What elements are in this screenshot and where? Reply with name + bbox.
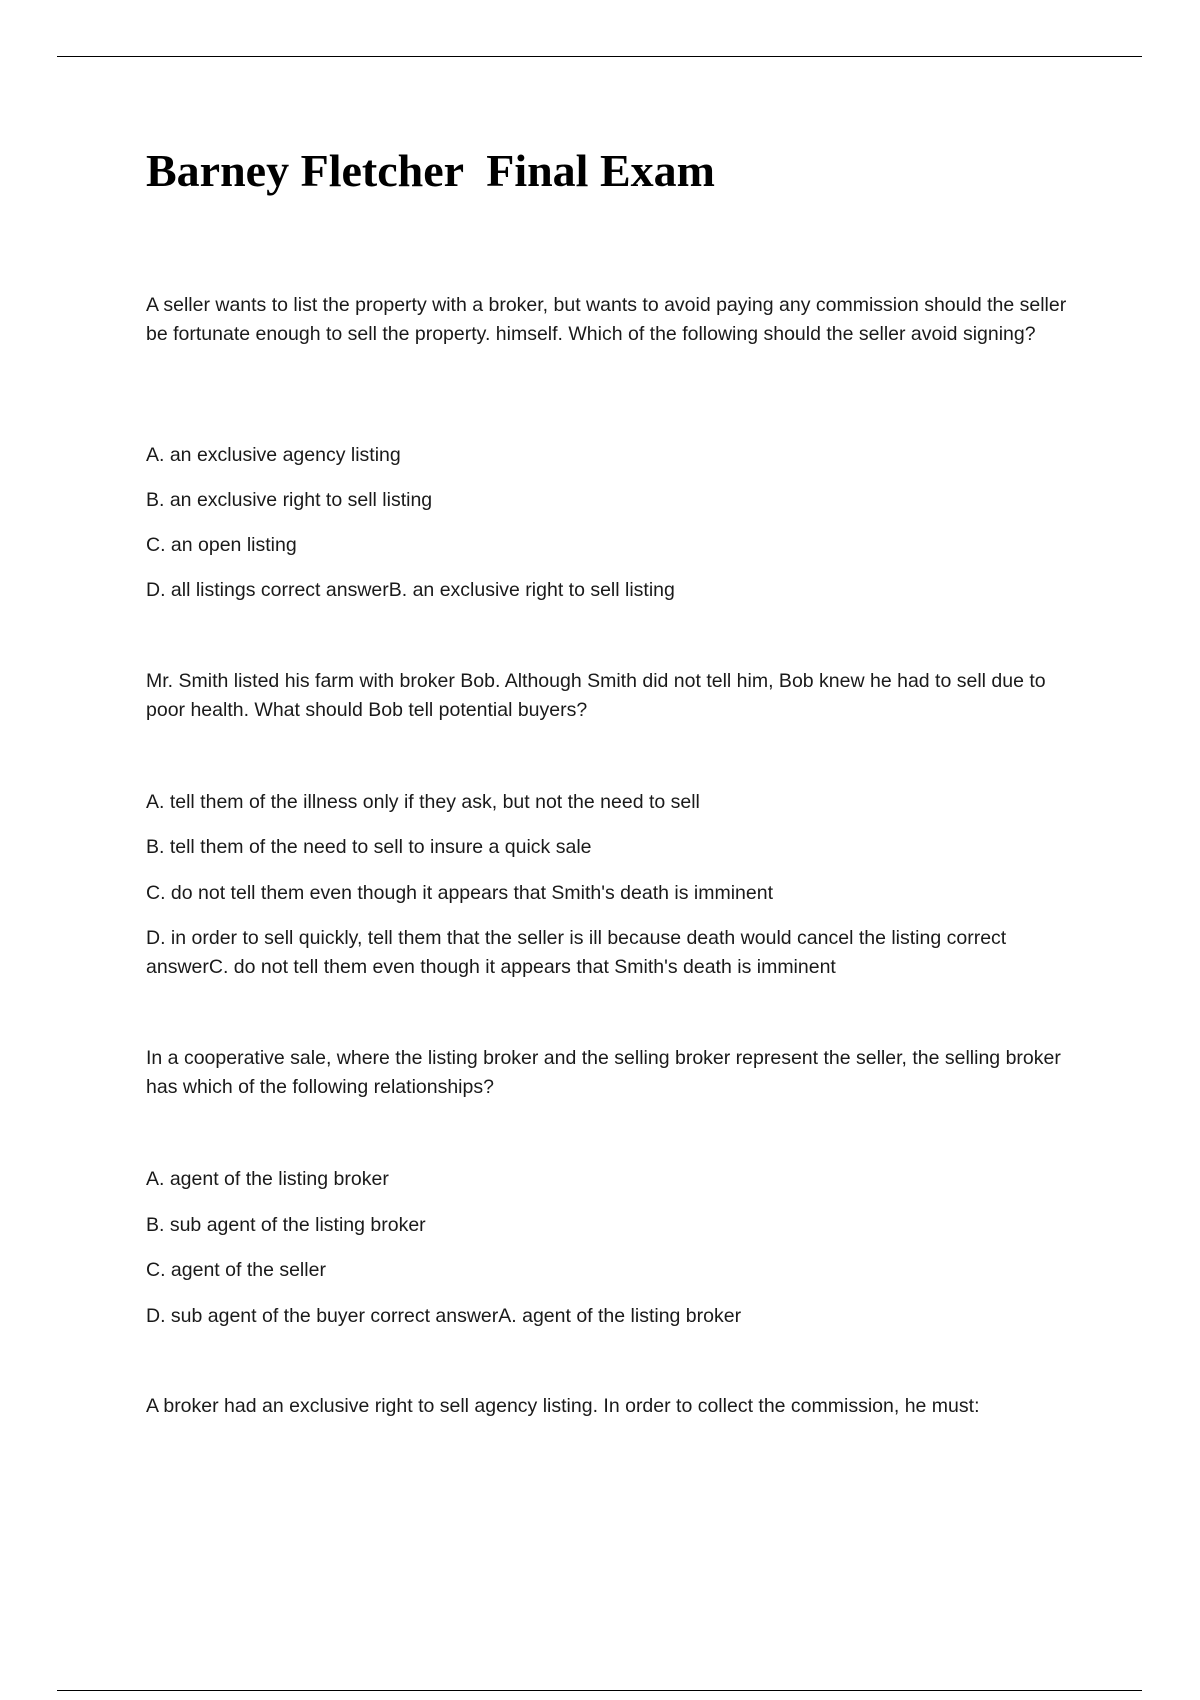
bottom-rule: [57, 1690, 1142, 1691]
question-3-option-c: C. agent of the seller: [146, 1259, 326, 1281]
question-2-option-c: C. do not tell them even though it appears that Smith's death is imminent: [146, 882, 773, 904]
question-2-option-b: B. tell them of the need to sell to insure a quick sale: [146, 836, 592, 858]
question-1-option-b: B. an exclusive right to sell listing: [146, 489, 433, 511]
question-1-option-d: D. all listings correct answerB. an exclusive right to sell listing: [146, 579, 675, 601]
question-3-option-a: A. agent of the listing broker: [146, 1168, 389, 1190]
question-1-option-c: C. an open listing: [146, 534, 297, 556]
question-1-prompt: A seller wants to list the property with a broker, but wants to avoid paying any commission should the seller be fortunate enough to sell the property. himself. Which of the following should the seller avoid signing?: [146, 294, 1067, 345]
question-3-option-b: B. sub agent of the listing broker: [146, 1214, 426, 1236]
question-2-option-d: D. in order to sell quickly, tell them that the seller is ill because death would cancel the listing correct answerC. do not tell them even though it appears that Smith's death is imminent: [146, 927, 1007, 978]
question-3-option-d: D. sub agent of the buyer correct answerA. agent of the listing broker: [146, 1305, 742, 1327]
question-2-prompt: Mr. Smith listed his farm with broker Bob. Although Smith did not tell him, Bob knew he had to sell due to poor health. What should Bob tell potential buyers?: [146, 670, 1046, 721]
question-3-prompt: In a cooperative sale, where the listing broker and the selling broker represent the seller, the selling broker has which of the following relationships?: [146, 1047, 1061, 1098]
question-2-option-a: A. tell them of the illness only if they ask, but not the need to sell: [146, 791, 700, 813]
document-title: Barney Fletcher Final Exam: [146, 145, 715, 196]
question-1-option-a: A. an exclusive agency listing: [146, 444, 401, 466]
question-4-prompt: A broker had an exclusive right to sell agency listing. In order to collect the commission, he must:: [146, 1395, 980, 1417]
top-rule: [57, 56, 1142, 57]
